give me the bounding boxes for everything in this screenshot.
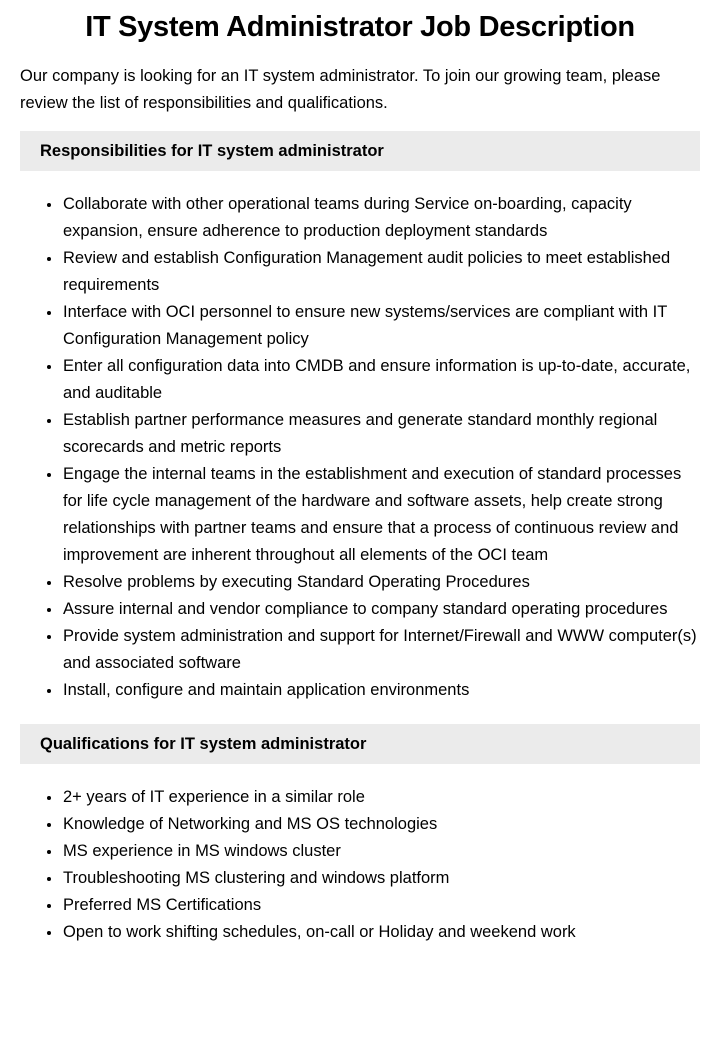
qualifications-list xyxy=(20,784,700,946)
intro-paragraph: Our company is looking for an IT system administrator. To join our growing team, please review the list of responsibilities and qualifications. xyxy=(20,67,661,112)
list-item: • Install, configure and maintain application environments xyxy=(62,677,700,704)
list-item: • Engage the internal teams in the establishment and execution of standard processes for life cycle management of the hardware and software assets, help create strong relationships with partner teams and ensure that a process of continuous review and improvement are inherent throughout all elements of the OCI team xyxy=(62,461,700,569)
list-item: • Open to work shifting schedules, on-call or Holiday and weekend work xyxy=(62,919,700,946)
job-description-page xyxy=(0,10,720,946)
list-item: • Troubleshooting MS clustering and windows platform xyxy=(62,865,700,892)
list-item: • Assure internal and vendor compliance to company standard operating procedures xyxy=(62,596,700,623)
section-heading-responsibilities: Responsibilities for IT system administrator xyxy=(20,131,700,171)
section-heading-qualifications: Qualifications for IT system administrator xyxy=(20,724,700,764)
page-title: IT System Administrator Job Description xyxy=(85,11,635,43)
list-item: • MS experience in MS windows cluster xyxy=(62,838,700,865)
list-item: • Resolve problems by executing Standard Operating Procedures xyxy=(62,569,700,596)
list-item: • Knowledge of Networking and MS OS technologies xyxy=(62,811,700,838)
list-item: • Interface with OCI personnel to ensure new systems/services are compliant with IT Configuration Management policy xyxy=(62,299,700,353)
list-item: • Enter all configuration data into CMDB and ensure information is up-to-date, accurate, and auditable xyxy=(62,353,700,407)
list-item: • Provide system administration and support for Internet/Firewall and WWW computer(s) and associated software xyxy=(62,623,700,677)
section-qualifications xyxy=(20,724,700,946)
responsibilities-list xyxy=(20,191,700,704)
list-item: • Collaborate with other operational teams during Service on-boarding, capacity expansion, ensure adherence to production deployment standards xyxy=(62,191,700,245)
list-item: • Preferred MS Certifications xyxy=(62,892,700,919)
list-item: • Review and establish Configuration Management audit policies to meet established requirements xyxy=(62,245,700,299)
list-item: • 2+ years of IT experience in a similar role xyxy=(62,784,700,811)
section-responsibilities xyxy=(20,131,700,704)
list-item: • Establish partner performance measures and generate standard monthly regional scorecards and metric reports xyxy=(62,407,700,461)
